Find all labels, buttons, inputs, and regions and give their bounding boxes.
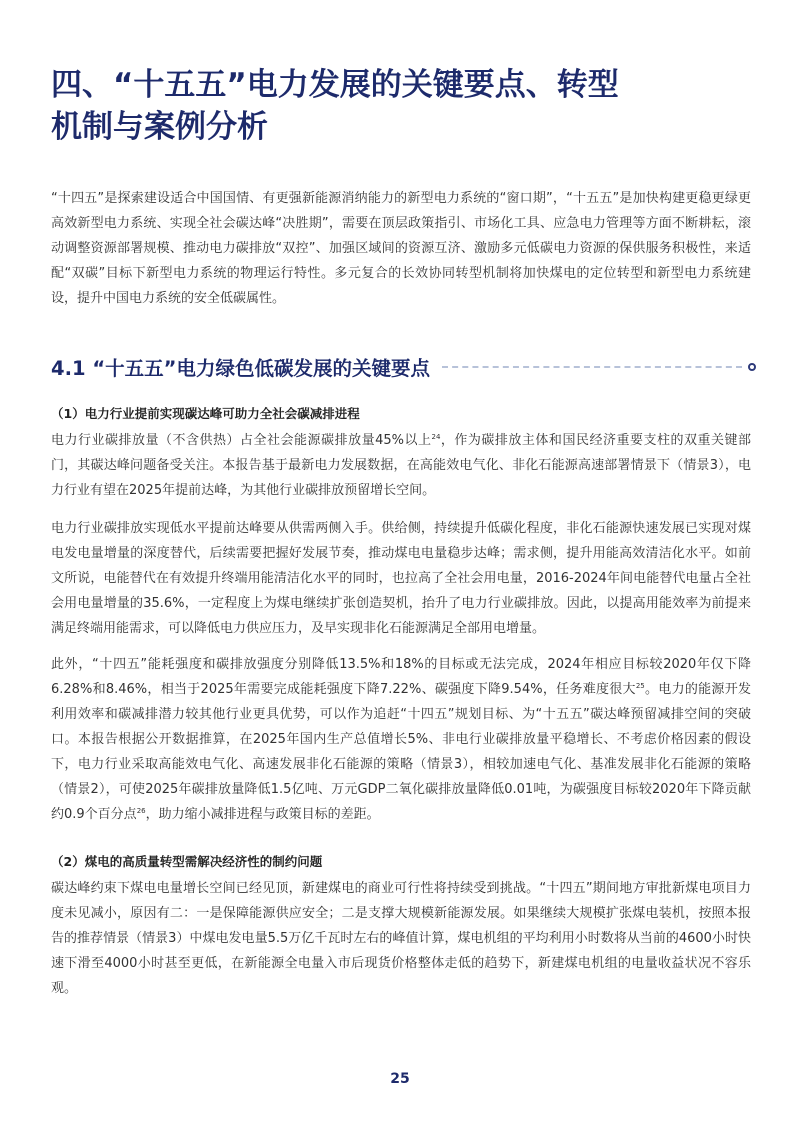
subsection-1-paragraph-3: 此外，“十四五”能耗强度和碳排放强度分别降低13.5%和18%的目标或无法完成，2024年相应目标较2020年仅下降6.28%和8.46%，相当于2025年需要完成能耗强度下降7.22%、碳强度下降9.54%，任务难度很大$^{25}$。电力的能源开发利用效率和碳减排潜力较其他行业更具优势，可以作为追赶“十四五”规划目标、为“十五五”碳达峰预留减排空间的突破口。本报告根据公开数据推算，在2025年国内生产总值增长5%、非电行业碳排放量平稳增长、不考虑价格因素的假设下，电力行业采取高能效电气化、高速发展非化石能源的策略（情景3），相较加速电气化、基准发展非化石能源的策略（情景2），可使2025年碳排放量降低1.5亿吨、万元GDP二氧化碳排放量降低0.01吨，为碳强度目标较2020年下降贡献约0.9个百分点$^{26}$，助力缩小减排进程与政策目标的差距。: [51, 657, 751, 822]
subsection-1-heading: （1）电力行业提前实现碳达峰可助力全社会碳减排进程: [51, 406, 360, 421]
section-title: 4.1 “十五五”电力绿色低碳发展的关键要点: [51, 357, 430, 380]
page-title: [51, 64, 751, 148]
page-title-line-2: 机制与案例分析: [51, 109, 268, 145]
subsection-2-paragraph-1: 碳达峰约束下煤电电量增长空间已经见顶，新建煤电的商业可行性将持续受到挑战。“十四五”期间地方审批新煤电项目力度未见减小，原因有二：一是保障能源供应安全；二是支撑大规模新能源发展。如果继续大规模扩张煤电装机，按照本报告的推荐情景（情景3）中煤电发电量5.5万亿千瓦时左右的峰值计算，煤电机组的平均利用小时数将从当前的4600小时快速下滑至4000小时甚至更低，在新能源全电量入市后现货价格整体走低的趋势下，新建煤电机组的电量收益状况不容乐观。: [51, 881, 751, 996]
footnote-ref-24: 24: [431, 433, 441, 441]
subsection-1-paragraph-2: 电力行业碳排放实现低水平提前达峰要从供需两侧入手。供给侧，持续提升低碳化程度，非化石能源快速发展已实现对煤电发电量增量的深度替代，后续需要把握好发展节奏，推动煤电电量稳步达峰；需求侧，提升用能高效清洁化水平。如前文所说，电能替代在有效提升终端用能清洁化水平的同时，也拉高了全社会用电量，2016-2024年间电能替代电量占全社会用电量增量的35.6%，一定程度上为煤电继续扩张创造契机，抬升了电力行业碳排放。因此，以提高用能效率为前提来满足终端用能需求，可以降低电力供应压力，及早实现非化石能源满足全部用电增量。: [51, 521, 751, 636]
page-title-line-1: 四、“十五五”电力发展的关键要点、转型: [51, 67, 619, 103]
footnote-ref-26: 26: [136, 807, 146, 815]
circle-marker-icon: [748, 363, 756, 371]
subsection-2-heading: （2）煤电的高质量转型需解决经济性的制约问题: [51, 854, 323, 869]
subsection-1-paragraph-1: 电力行业碳排放量（不含供热）占全社会能源碳排放量45%以上$^{24}$，作为碳排放主体和国民经济重要支柱的双重关键部门，其碳达峰问题备受关注。本报告基于最新电力发展数据，在高能效电气化、非化石能源高速部署情景下（情景3），电力行业有望在2025年提前达峰，为其他行业碳排放预留增长空间。: [51, 433, 751, 498]
section-heading: [51, 352, 756, 382]
dashed-divider: [442, 366, 742, 368]
footnote-ref-25: 25: [635, 682, 645, 690]
page-number: 25: [390, 1071, 410, 1087]
intro-paragraph: “十四五”是探索建设适合中国国情、有更强新能源消纳能力的新型电力系统的“窗口期”，“十五五”是加快构建更稳更绿更高效新型电力系统、实现全社会碳达峰“决胜期”，需要在顶层政策指引、市场化工具、应急电力管理等方面不断耕耘，滚动调整资源部署规模、推动电力碳排放“双控”、加强区域间的资源互济、激励多元低碳电力资源的保供服务积极性，来适配“双碳”目标下新型电力系统的物理运行特性。多元复合的长效协同转型机制将加快煤电的定位转型和新型电力系统建设，提升中国电力系统的安全低碳属性。: [51, 191, 751, 306]
